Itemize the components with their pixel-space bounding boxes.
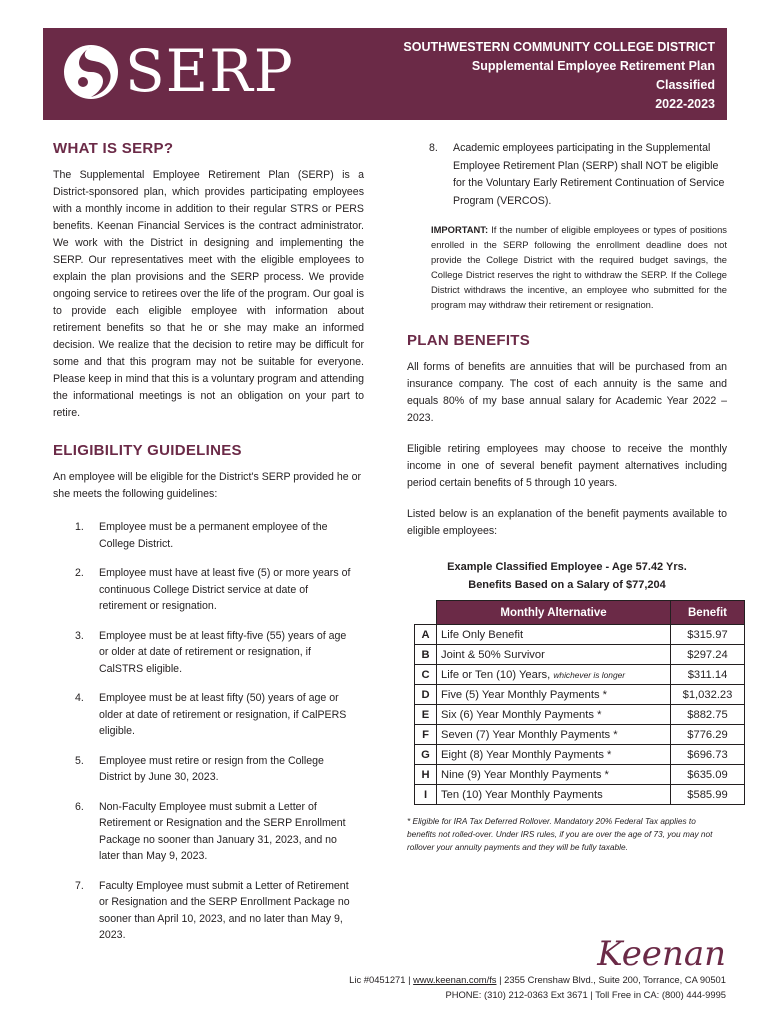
eligibility-intro: An employee will be eligible for the District's SERP provided he or she meets the following guidelines: [53,471,362,500]
eligibility-heading: ELIGIBILITY GUIDELINES [53,442,242,459]
option-amount: $297.24 [671,645,745,665]
what-is-heading: WHAT IS SERP? [53,140,174,157]
left-column [53,140,364,957]
keenan-logo: Keenan [597,934,726,974]
option-label: Five (5) Year Monthly Payments * [437,685,671,705]
option-letter: C [415,665,437,685]
table-row [415,765,745,785]
option-letter: I [415,785,437,805]
serp-wordmark: SERP [125,37,294,105]
list-item: 2. Employee must have at least five (5) or more years of continuous College District service at date of retirement or resignation. [75,567,351,612]
header-banner [43,28,727,120]
option-label: Seven (7) Year Monthly Payments * [437,725,671,745]
list-item: 8. Academic employees participating in the Supplemental Employee Retirement Plan (SERP) shall NOT be eligible for the Voluntary Early Retirement Continuation of Service Program (VERCOS). [429,142,725,207]
option-amount: $315.97 [671,625,745,645]
important-notice: IMPORTANT: If the number of eligible employees or types of positions enrolled in the SERP following the enrollment deadline does not provide the College District with the required budget savings, the College District reserves the right to withdraw the SERP. If the College District withdraws the incentive, an employee who submitted for the program may withdraw their retirement or resignation. [431,224,727,310]
option-label: Nine (9) Year Monthly Payments * [437,765,671,785]
list-item: 7. Faculty Employee must submit a Letter of Retirement or Resignation and the SERP Enrollment Package no sooner than April 10, 2023, and no later than May 9, 2023. [75,879,350,941]
option-letter: B [415,645,437,665]
option-letter: D [415,685,437,705]
list-item: 6. Non-Faculty Employee must submit a Letter of Retirement or Resignation and the SERP Enrollment Package no sooner than January 31, 2023, and no later than May 9, 2023. [75,800,346,862]
option-note: whichever is longer [553,669,626,680]
option-amount: $585.99 [671,785,745,805]
table-row [415,685,745,705]
serp-logo-icon [61,42,121,102]
option-amount: $696.73 [671,745,745,765]
table-row [415,785,745,805]
table-footnote: * Eligible for IRA Tax Deferred Rollover. Mandatory 20% Federal Tax applies to benefits not rolled-over. Under IRS rules, if you are over the age of 73, you may not rollover your annuity payments and they will be fully taxable. [407,816,713,852]
benefits-table [414,600,745,805]
table-title: Example Classified Employee - Age 57.42 Yrs. Benefits Based on a Salary of $77,204 [447,561,687,591]
option-letter: A [415,625,437,645]
table-row [415,725,745,745]
list-item: 5. Employee must retire or resign from the College District by June 30, 2023. [75,754,324,783]
option-amount: $776.29 [671,725,745,745]
plan-year: 2022-2023 [655,97,715,111]
option-letter: F [415,725,437,745]
plan-benefits-para-1: All forms of benefits are annuities that will be purchased from an insurance company. The cost of each annuity is the same and equals 80% of my base annual salary for Academic Year 2022 – 2023. [407,361,727,424]
option-label: Joint & 50% Survivor [437,645,671,665]
table-row [415,645,745,665]
plan-benefits-para-2: Eligible retiring employees may choose to receive the monthly income in one of several benefit payment alternatives including period certain benefits of 5 through 10 years. [407,443,727,489]
option-amount: $635.09 [671,765,745,785]
list-item: 4. Employee must be at least fifty (50) years of age or older at date of retirement or resignation, if CalPERS eligible. [75,692,347,737]
option-amount: $1,032.23 [671,685,745,705]
option-label: Ten (10) Year Monthly Payments [437,785,671,805]
list-item: 3. Employee must be at least fifty-five (55) years of age or older at date of retirement or resignation, if CalSTRS eligible. [75,629,347,675]
option-label: Six (6) Year Monthly Payments * [437,705,671,725]
what-is-body: The Supplemental Employee Retirement Plan (SERP) is a District-sponsored plan, which provides participating employees with a monthly income in addition to their regular STRS or PERS benefits. Keenan Financial Services is the contract administrator. We work with the District in designing and implementing the SERP. Our representatives meet with the eligible employees to explain the plan provisions and the SERP process. We provide ongoing service to retirees over the life of the program. Our goal is to provide each eligible employee with information about retirement benefits so that he or she may make an informed decision. We realize that the decision to retire may be difficult for some and that this program may not be suitable for everyone. Please keep in mind that this is a voluntary program and attending the informational meetings is not an obligation on your part to retire. [53,169,364,419]
column-header-alternative: Monthly Alternative [437,601,671,625]
table-corner [415,601,437,625]
option-label: Life or Ten (10) Years, whichever is longer [437,665,671,685]
table-row [415,745,745,765]
plan-benefits-para-3: Listed below is an explanation of the benefit payments available to eligible employees: [407,508,727,537]
table-row [415,625,745,645]
column-header-benefit: Benefit [671,601,745,625]
right-column [407,140,733,854]
option-label: Life Only Benefit [437,625,671,645]
table-row [415,665,745,685]
footer-address: Lic #0451271 | www.keenan.com/fs | 2355 Crenshaw Blvd., Suite 200, Torrance, CA 90501 [349,974,726,985]
plan-name: Supplemental Employee Retirement Plan [471,59,715,73]
option-letter: E [415,705,437,725]
option-label: Eight (8) Year Monthly Payments * [437,745,671,765]
footer-phone: PHONE: (310) 212-0363 Ext 3671 | Toll Free in CA: (800) 444-9995 [445,989,726,1000]
list-item: 1. Employee must be a permanent employee of the College District. [75,521,328,550]
benefit-rows [415,625,745,805]
option-amount: $311.14 [671,665,745,685]
document-title [403,38,715,114]
eligibility-list [53,519,364,944]
keenan-website-link[interactable]: www.keenan.com/fs [413,974,497,985]
option-amount: $882.75 [671,705,745,725]
option-letter: H [415,765,437,785]
option-letter: G [415,745,437,765]
plan-benefits-heading: PLAN BENEFITS [407,332,531,349]
table-row [415,705,745,725]
footer [266,936,726,1002]
employee-group: Classified [655,78,715,92]
district-name: SOUTHWESTERN COMMUNITY COLLEGE DISTRICT [403,40,715,54]
